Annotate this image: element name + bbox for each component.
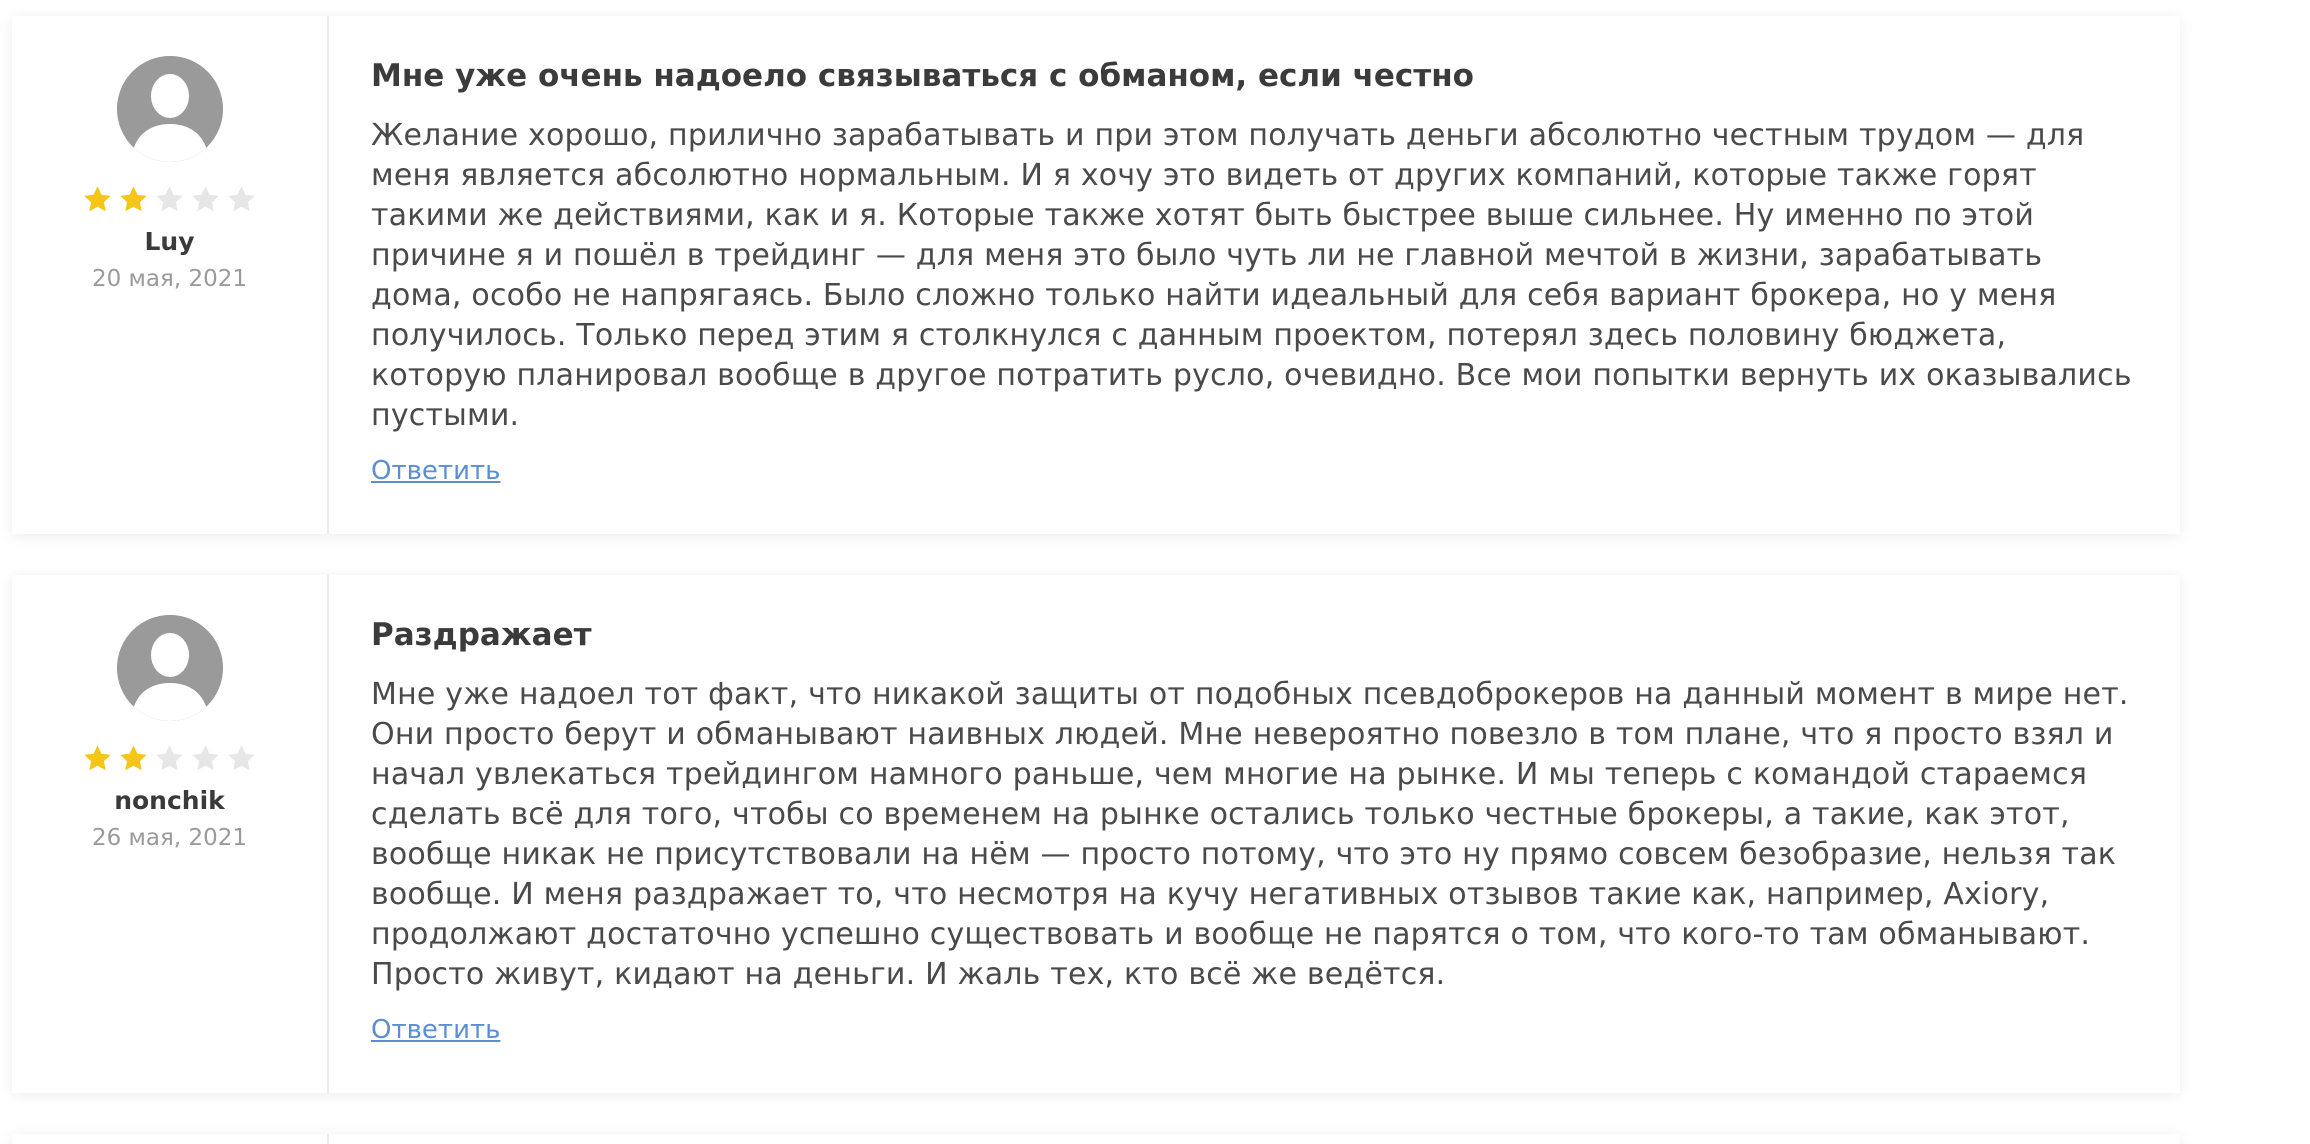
- user-avatar-icon: [117, 56, 223, 162]
- review-title: Раздражает: [371, 617, 592, 653]
- review-author-panel: [12, 16, 329, 534]
- review-card: [12, 575, 2180, 1093]
- review-body: [329, 1134, 2180, 1144]
- review-author-panel: [12, 575, 329, 1093]
- star-empty-icon: [226, 184, 257, 215]
- star-filled-icon: [82, 184, 113, 215]
- author-name: Luy: [144, 227, 195, 256]
- review-date: 26 мая, 2021: [91, 825, 247, 851]
- star-filled-icon: [118, 743, 149, 774]
- star-empty-icon: [226, 743, 257, 774]
- rating-stars: [82, 743, 257, 774]
- star-filled-icon: [118, 184, 149, 215]
- reply-link[interactable]: Ответить: [371, 1015, 501, 1046]
- review-title: Мне уже очень надоело связываться с обманом, если честно: [371, 58, 1474, 94]
- review-body: [329, 575, 2180, 1093]
- star-empty-icon: [190, 184, 221, 215]
- review-card: [12, 1134, 2180, 1144]
- author-name: nonchik: [114, 786, 225, 815]
- review-date: 20 мая, 2021: [91, 266, 247, 292]
- reply-link[interactable]: Ответить: [371, 456, 501, 487]
- user-avatar-icon: [117, 615, 223, 721]
- star-empty-icon: [154, 184, 185, 215]
- review-card: [12, 16, 2180, 534]
- review-text: Желание хорошо, прилично зарабатывать и при этом получать деньги абсолютно честным трудом — для меня является абсолютно нормальным. И я хочу это видеть от других компаний, которые также горят такими же действиями, как и я. Которые также хотят быть быстрее выше сильнее. Ну именно по этой причине я и пошёл в трейдинг — для меня это было чуть ли не главной мечтой в жизни, зарабатывать дома, особо не напрягаясь. Было сложно только найти идеальный для себя вариант брокера, но у меня получилось. Только перед этим я столкнулся с данным проектом, потерял здесь половину бюджета, которую планировал вообще в другое потратить русло, очевидно. Все мои попытки вернуть их оказывались пустыми.: [371, 118, 2132, 434]
- review-text: Мне уже надоел тот факт, что никакой защиты от подобных псевдоброкеров на данный момент в мире нет. Они просто берут и обманывают наивных людей. Мне невероятно повезло в том плане, что я просто взял и начал увлекаться трейдингом намного раньше, чем многие на рынке. И мы теперь с командой стараемся сделать всё для того, чтобы со временем на рынке остались только честные брокеры, а такие, как этот, вообще никак не присутствовали на нём — просто потому, что это ну прямо совсем безобразие, нельзя так вообще. И меня раздражает то, что несмотря на кучу негативных отзывов такие как, например, Axiory, продолжают достаточно успешно существовать и вообще не парятся о том, что кого-то там обманывают. Просто живут, кидают на деньги. И жаль тех, кто всё же ведётся.: [371, 677, 2129, 993]
- star-empty-icon: [154, 743, 185, 774]
- review-author-panel: [12, 1134, 329, 1144]
- star-empty-icon: [190, 743, 221, 774]
- star-filled-icon: [82, 743, 113, 774]
- rating-stars: [82, 184, 257, 215]
- review-body: [329, 16, 2180, 534]
